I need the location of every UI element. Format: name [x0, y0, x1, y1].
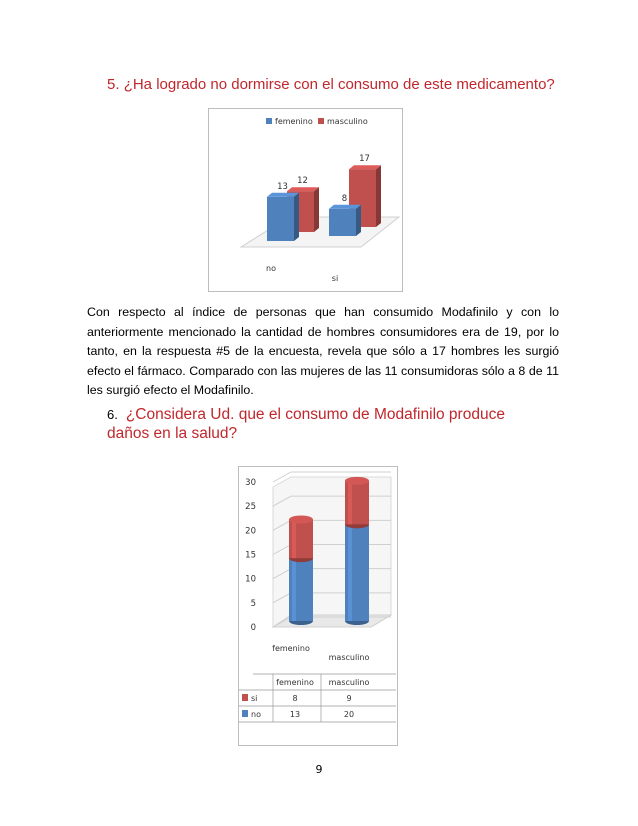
chart-question-5-svg	[209, 109, 402, 291]
y-tick-label-25: 25	[245, 502, 256, 513]
y-tick-label-30: 30	[245, 478, 256, 488]
y-tick-label-20: 20	[245, 526, 256, 537]
x-category-label-masculino: masculino	[328, 653, 370, 662]
table-row-label-si: si	[251, 694, 258, 703]
bar-femenino-no	[267, 197, 294, 241]
table-cell-si-0: 8	[292, 694, 298, 703]
data-label-femenino-no: 13	[277, 181, 288, 192]
bar-side-masculino-si	[376, 165, 381, 227]
legend-swatch-femenino	[266, 118, 272, 124]
table-swatch-no	[242, 710, 248, 717]
question-6-number: 6.	[107, 407, 118, 422]
bar-side-femenino-si	[356, 205, 361, 236]
bar-side-masculino-no	[314, 187, 319, 232]
question-5-text: ¿Ha logrado no dormirse con el consumo de este medicamento?	[123, 76, 555, 93]
chart-question-6	[238, 466, 398, 746]
data-label-masculino-si: 17	[359, 154, 370, 165]
legend-swatch-masculino	[318, 118, 324, 124]
question-5-heading	[107, 76, 555, 93]
cylinder-highlight-no-femenino	[292, 558, 296, 621]
table-swatch-si	[242, 694, 248, 701]
category-label-no: no	[266, 264, 276, 273]
table-header-femenino: femenino	[276, 678, 314, 687]
bar-top-masculino-si	[349, 165, 381, 169]
bar-top-femenino-si	[329, 205, 361, 209]
bar-top-femenino-no	[267, 193, 299, 197]
page-number: 9	[315, 763, 323, 776]
cylinder-top-si-masculino	[345, 477, 369, 485]
cylinder-highlight-si-masculino	[348, 481, 352, 524]
data-label-femenino-si: 8	[341, 193, 348, 204]
data-label-masculino-no: 12	[297, 176, 308, 187]
table-cell-no-1: 20	[343, 710, 355, 719]
y-tick-label-0: 0	[250, 623, 256, 633]
table-row-label-no: no	[251, 710, 261, 719]
table-cell-no-0: 13	[289, 710, 301, 719]
chart-question-5	[208, 108, 403, 292]
legend-label-femenino: femenino	[275, 117, 313, 126]
legend-label-masculino: masculino	[327, 117, 368, 126]
cylinder-highlight-si-femenino	[292, 520, 296, 559]
bar-side-femenino-no	[294, 193, 299, 241]
cylinder-top-si-femenino	[289, 516, 313, 524]
category-label-si: si	[331, 274, 339, 283]
question-6-heading	[107, 405, 547, 443]
x-category-label-femenino: femenino	[272, 644, 310, 653]
table-header-masculino: masculino	[328, 678, 370, 687]
table-cell-si-1: 9	[346, 694, 352, 703]
bar-top-masculino-no	[287, 187, 319, 191]
chart-question-6-svg	[239, 467, 397, 745]
question-5-number: 5.	[107, 76, 120, 93]
y-tick-label-10: 10	[245, 574, 256, 585]
y-tick-label-15: 15	[245, 550, 256, 561]
y-tick-label-5: 5	[250, 598, 256, 609]
question-6-text: ¿Considera Ud. que el consumo de Modafinilo produce daños en la salud?	[107, 406, 505, 442]
cylinder-highlight-no-masculino	[348, 524, 352, 621]
body-paragraph: Con respecto al índice de personas que han consumido Modafinilo y con lo anteriormente mencionado la cantidad de hombres consumidores era de 19, por lo tanto, en la respuesta #5 de la encuesta, revela que sólo a 17 hombres les surgió efecto el fármaco. Comparado con las mujeres de las 11 consumidoras sólo a 8 de 11 les surgió efecto el Modafinilo.	[87, 305, 559, 397]
bar-femenino-si	[329, 209, 356, 236]
